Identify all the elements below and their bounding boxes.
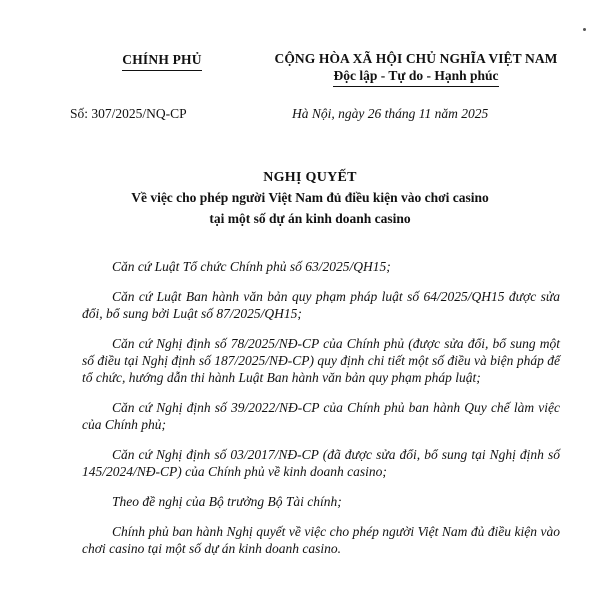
national-motto: Độc lập - Tự do - Hạnh phúc: [333, 68, 498, 87]
proposal-paragraph: Theo đề nghị của Bộ trưởng Bộ Tài chính;: [112, 494, 342, 509]
document-type: NGHỊ QUYẾT: [263, 170, 357, 185]
issuing-agency-block: [92, 51, 232, 71]
scan-speck: [583, 28, 586, 31]
document-body: [82, 258, 560, 570]
document-subject-line-2: tại một số dự án kinh doanh casino: [209, 211, 411, 226]
document-title-block: [60, 170, 560, 228]
document-number: Số: 307/2025/NQ-CP: [70, 106, 187, 121]
national-title-block: [246, 51, 586, 87]
place-and-date: Hà Nội, ngày 26 tháng 11 năm 2025: [292, 106, 489, 121]
legal-basis-paragraph: Căn cứ Nghị định số 03/2017/NĐ-CP (đã được sửa đổi, bổ sung tại Nghị định số 145/2024/NĐ-CP) của Chính phủ về kinh doanh casino;: [82, 447, 560, 479]
legal-basis-paragraph: Căn cứ Nghị định số 39/2022/NĐ-CP của Chính phủ ban hành Quy chế làm việc của Chính phủ;: [82, 400, 560, 432]
document-subject-line-1: Về việc cho phép người Việt Nam đủ điều kiện vào chơi casino: [131, 190, 489, 205]
national-title: CỘNG HÒA XÃ HỘI CHỦ NGHĨA VIỆT NAM: [274, 51, 558, 66]
enactment-paragraph: Chính phủ ban hành Nghị quyết về việc cho phép người Việt Nam đủ điều kiện vào chơi casino tại một số dự án kinh doanh casino.: [82, 524, 560, 556]
issuing-agency: CHÍNH PHỦ: [122, 52, 201, 71]
legal-basis-paragraph: Căn cứ Nghị định số 78/2025/NĐ-CP của Chính phủ (được sửa đổi, bổ sung một số điều tại Nghị định số 187/2025/NĐ-CP) quy định chi tiết một số điều và biện pháp để tổ chức, hướng dẫn thi hành Luật Ban hành văn bản quy phạm pháp luật;: [82, 336, 560, 385]
legal-basis-paragraph: Căn cứ Luật Ban hành văn bản quy phạm pháp luật số 64/2025/QH15 được sửa đổi, bổ sung bởi Luật số 87/2025/QH15;: [82, 289, 560, 321]
legal-basis-paragraph: Căn cứ Luật Tổ chức Chính phủ số 63/2025/QH15;: [112, 259, 391, 274]
